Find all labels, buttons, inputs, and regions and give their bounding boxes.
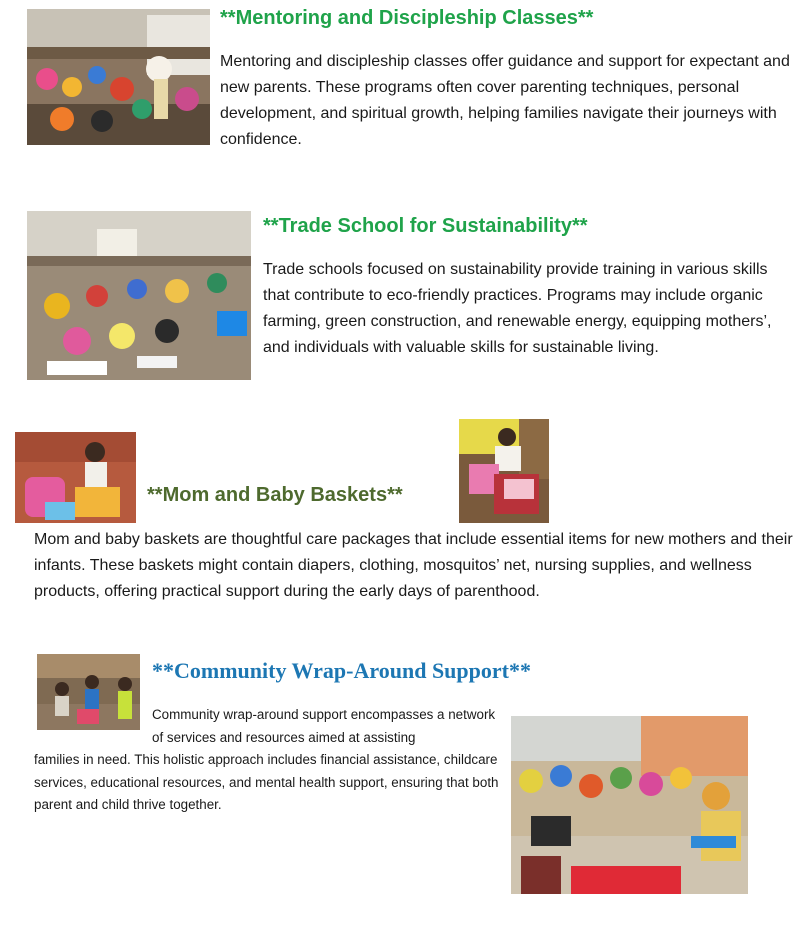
community-photo-large xyxy=(511,716,748,894)
section-heading-mentoring: **Mentoring and Discipleship Classes** xyxy=(220,7,594,29)
section-heading-community: **Community Wrap-Around Support** xyxy=(152,658,531,683)
section-body-mentoring: Mentoring and discipleship classes offer guidance and support for expectant and new parents. These programs often cover parenting techniques, personal development, and spiritual growth, helping families navigate their journeys with confidence. xyxy=(220,53,790,148)
community-photo-small xyxy=(37,654,140,730)
section-body-community-first: Community wrap-around support encompasses a network of services and resources aimed at assisting xyxy=(152,707,496,745)
mom-baby-photo-left xyxy=(15,432,136,523)
section-heading-trade-school: **Trade School for Sustainability** xyxy=(263,215,588,237)
section-body-trade-school: Trade schools focused on sustainability provide training in various skills that contribute to eco-friendly practices. Programs may include organic farming, green construction, and renewable energy, equipping mothers’, and individuals with valuable skills for sustainable living. xyxy=(263,261,772,356)
mentoring-class-photo xyxy=(27,9,210,145)
trade-school-photo xyxy=(27,211,251,380)
section-body-community-rest: families in need. This holistic approach includes financial assistance, childcare services, educational resources, and mental health support, ensuring that both parent and child thrive together. xyxy=(34,752,499,812)
section-heading-mom-baby: **Mom and Baby Baskets** xyxy=(147,484,403,506)
mom-baby-photo-right xyxy=(459,419,549,523)
section-body-mom-baby: Mom and baby baskets are thoughtful care packages that include essential items for new mothers and their infants. These baskets might contain diapers, clothing, mosquitos’ net, nursing supplies, and wellness products, offering practical support during the early days of parenthood. xyxy=(34,531,793,600)
